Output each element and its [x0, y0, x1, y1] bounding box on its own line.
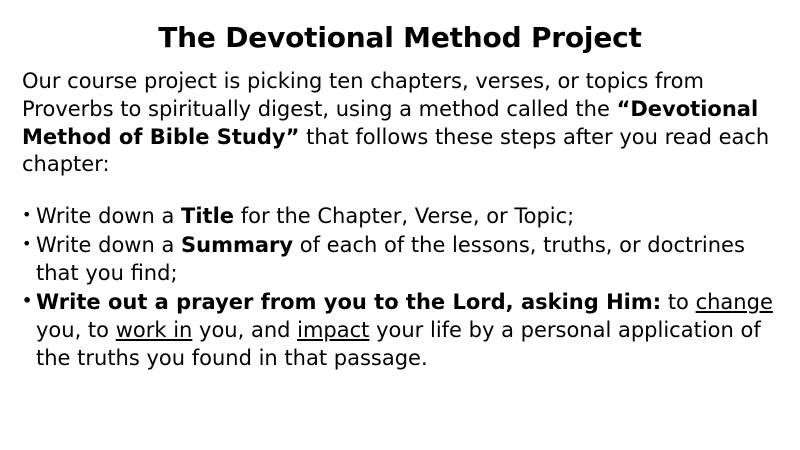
intro-text-part1: Our course project is picking ten chapters, verses, or topics from Proverbs to spiritually digest, using a method called the — [22, 69, 704, 121]
bullet-2-bold: Summary — [181, 232, 294, 257]
list-item — [22, 203, 778, 231]
intro-quoted-method: “Devotional Method of Bible Study” — [22, 96, 759, 149]
bullet-1-post: for the Chapter, Verse, or Topic; — [234, 204, 575, 229]
bullet-1-bold: Title — [181, 204, 235, 229]
bullet-1-pre: Write down a — [36, 204, 182, 229]
bullet-3-underline-impact: impact — [297, 317, 370, 342]
intro-paragraph — [22, 68, 778, 179]
bullet-3-underline-work-in: work in — [115, 317, 193, 342]
bullet-2-post: of each of the lessons, truths, or doctrines that you find; — [36, 232, 745, 285]
bullet-3-bold-lead: Write out a prayer from you to the Lord, asking Him: — [36, 289, 662, 314]
bullet-3-seg4: your life by a personal application of the truths you found in that passage. — [36, 317, 761, 370]
list-item — [22, 289, 778, 373]
bullet-3-seg2: you, to — [36, 317, 116, 342]
bullet-3-underline-change: change — [695, 289, 773, 314]
intro-text-part2: that follows these steps after you read each chapter: — [22, 124, 770, 177]
bullet-3-seg3: you, and — [192, 317, 298, 342]
list-item — [22, 232, 778, 288]
page-title: The Devotional Method Project — [158, 21, 642, 54]
steps-list — [22, 203, 778, 373]
bullet-2-pre: Write down a — [36, 232, 182, 257]
bullet-3-seg1: to — [661, 289, 696, 314]
